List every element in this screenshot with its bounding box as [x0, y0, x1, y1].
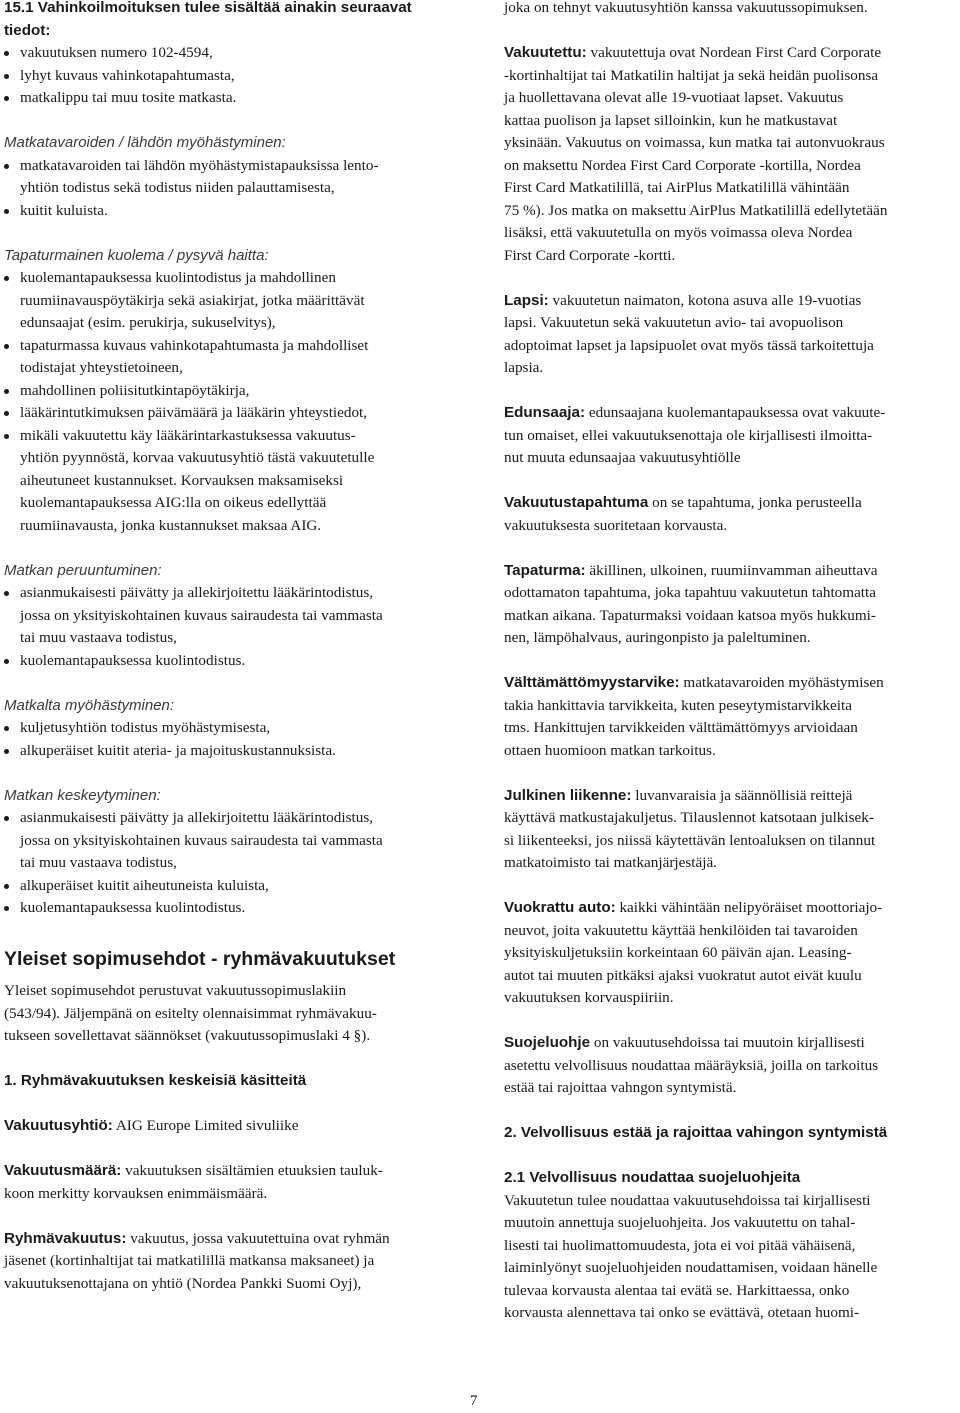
group-insurance-term: Ryhmävakuutus: [4, 1229, 127, 1247]
public-transport-definition [504, 785, 956, 875]
insured-term: Vakuutettu: [504, 44, 587, 61]
continuation-text: joka on tehnyt vakuutusyhtiön kanssa vakuutussopimuksen. [504, 0, 868, 16]
accident-definition [504, 560, 956, 650]
luggage-delay-list [4, 155, 474, 223]
list-item-text: kuljetusyhtiön todistus myöhästymisesta, [20, 719, 271, 736]
insured-definition [504, 42, 956, 267]
list-item [4, 740, 474, 763]
list-item [4, 267, 474, 335]
list-item-text: matkalippu tai muu tosite matkasta. [20, 89, 237, 106]
bullet-icon [4, 51, 9, 56]
insured-event-definition [504, 492, 956, 537]
section-2-heading: 2. Velvollisuus estää ja rajoittaa vahingon syntymistä [504, 1124, 888, 1141]
list-item [4, 582, 474, 650]
missed-departure-heading: Matkalta myöhästyminen: [4, 696, 175, 714]
list-item-text: mikäli vakuutettu käy lääkärintarkastuksessa vakuutus- yhtiön pyynnöstä, korvaa vakuutusyhtiö tästä vakuutetulle aiheutuneet kustannukset. Korvauksen maksamiseksi kuolemantapauksessa AIG:lla on oikeus edellyttää ruumiinavausta, jonka kustannukset maksaa AIG. [20, 426, 375, 534]
section-1-heading: 1. Ryhmävakuutuksen keskeisiä käsitteitä [4, 1072, 307, 1089]
bullet-icon [4, 884, 9, 889]
bullet-icon [4, 726, 9, 731]
insured-event-term: Vakuutustapahtuma [504, 494, 649, 511]
safety-instruction-term: Suojeluohje [504, 1034, 591, 1051]
beneficiary-term: Edunsaaja: [504, 404, 586, 421]
list-item [4, 155, 474, 200]
insurer-text: AIG Europe Limited sivuliike [112, 1117, 299, 1134]
general-terms-heading: Yleiset sopimusehdot - ryhmävakuutukset [4, 948, 396, 970]
list-item [4, 87, 474, 110]
interruption-heading: Matkan keskeytyminen: [4, 786, 161, 804]
insurer-term: Vakuutusyhtiö: [4, 1117, 113, 1134]
list-item-text: alkuperäiset kuitit aiheutuneista kuluista, [20, 876, 269, 894]
bullet-icon [4, 209, 9, 214]
bullet-icon [4, 906, 9, 911]
bullet-icon [4, 276, 9, 281]
bullet-icon [4, 816, 9, 821]
insured-event-text: on se tapahtuma, jonka perusteella vakuutuksesta suoritetaan korvausta. [504, 494, 862, 534]
death-disability-list [4, 267, 474, 537]
interruption-list [4, 807, 474, 920]
group-insurance-definition [4, 1228, 474, 1296]
section-2-1-heading: 2.1 Velvollisuus noudattaa suojeluohjeita [504, 1169, 801, 1186]
group-insurance-text: vakuutus, jossa vakuutettuina ovat ryhmän jäsenet (kortinhaltijat tai matkatilillä matkansa maksaneet) ja vakuutuksenottajana on yhtiö (Nordea Pankki Suomi Oyj), [4, 1229, 390, 1292]
list-item-text: lääkärintutkimuksen päivämäärä ja lääkärin yhteystiedot, [20, 404, 368, 421]
necessities-term: Välttämättömyystarvike: [504, 674, 680, 691]
section-2-1-text: Vakuutetun tulee noudattaa vakuutusehdoissa tai kirjallisesti muutoin annettuja suojeluohjeita. Jos vakuutettu on tahal- lisesti tai huolimattomuudesta, jota ei voi pitää vähäisenä, laiminlyönyt suojeluohjeiden noudattamisen, voidaan hänelle tulevaa korvausta alentaa tai evätä se. Harkittaessa, onko korvausta alennettava tai onko se evättävä, otetaan huomi- [504, 1191, 878, 1321]
list-item [4, 380, 474, 403]
public-transport-term: Julkinen liikenne: [504, 786, 632, 804]
bullet-icon [4, 434, 9, 439]
list-item [4, 335, 474, 380]
bullet-icon [4, 411, 9, 416]
bullet-icon [4, 344, 9, 349]
list-item [4, 425, 474, 538]
bullet-icon [4, 749, 9, 754]
child-text: vakuutetun naimaton, kotona asuva alle 19-vuotias lapsi. Vakuutetun sekä vakuutetun avio- tai avopuolison adoptoimat lapset ja lapsipuolet ovat myös tässä tarkoitettuja lapsia. [504, 291, 874, 376]
child-definition [504, 290, 956, 380]
child-term: Lapsi: [504, 291, 549, 309]
beneficiary-definition [504, 402, 956, 470]
bullet-icon [4, 389, 9, 394]
list-item-text: asianmukaisesti päivätty ja allekirjoitettu lääkärintodistus, jossa on yksityiskohtainen kuvaus sairaudesta tai vammasta tai muu vastaava todistus, [20, 809, 383, 871]
rental-car-text: kaikki vähintään nelipyöräiset moottoriajo- neuvot, joita vakuutettu käyttää henkilöiden tai tavaroiden yksityiskuljetuksiin korkeintaan 60 päivän ajan. Leasing- autot tai muuten pitkäksi ajaksi vuokratut autot eivät kuulu vakuutuksen korvauspiiriin. [504, 899, 883, 1006]
bullet-icon [4, 164, 9, 169]
right-column [504, 0, 956, 1325]
left-column [4, 0, 474, 1295]
list-item [4, 897, 474, 920]
sum-insured-text: vakuutuksen sisältämien etuuksien tauluk- koon merkitty korvauksen enimmäismäärä. [4, 1162, 383, 1202]
luggage-delay-heading: Matkatavaroiden / lähdön myöhästyminen: [4, 134, 286, 151]
page-number: 7 [470, 1393, 478, 1409]
list-item-text: tapaturmassa kuvaus vahinkotapahtumasta ja mahdolliset todistajat yhteystietoineen, [20, 336, 369, 376]
list-item-text: kuitit kuluista. [20, 201, 108, 219]
insured-text: vakuutettuja ovat Nordean First Card Corporate -kortinhaltijat tai Matkatilin haltijat ja sekä heidän puolisonsa ja huollettavana olevat alle 19-vuotiaat lapset. Vakuutus kattaa puolison ja lapset silloinkin, kun he matkustavat yksinään. Vakuutus on voimassa, kun matka tai autonvuokraus on maksettu Nordea First Card Corporate -kortilla, Nordea First Card Matkatilillä, tai AirPlus Matkatilillä vähintään 75 %). Jos matka on maksettu AirPlus Matkatilillä edellytetään lisäksi, että vakuutetulla on myös voimassa oleva Nordea First Card Corporate -kortti. [504, 44, 888, 264]
cancellation-heading: Matkan peruuntuminen: [4, 561, 162, 579]
safety-instruction-text: on vakuutusehdoissa tai muutoin kirjallisesti asetettu velvollisuus noudattaa määräyksiä, joilla on tarkoitus estää tai rajoittaa vahngon syntymistä. [504, 1034, 879, 1096]
list-item [4, 200, 474, 223]
sum-insured-definition [4, 1160, 474, 1205]
list-item-text: vakuutuksen numero 102-4594, [20, 44, 213, 61]
missed-departure-list [4, 717, 474, 762]
rental-car-definition [504, 897, 956, 1010]
list-item [4, 875, 474, 898]
list-item-text: lyhyt kuvaus vahinkotapahtumasta, [20, 66, 235, 84]
list-item-text: mahdollinen poliisitutkintapöytäkirja, [20, 381, 250, 399]
bullet-icon [4, 96, 9, 101]
list-item-text: kuolemantapauksessa kuolintodistus. [20, 651, 246, 669]
death-disability-heading: Tapaturmainen kuolema / pysyvä haitta: [4, 246, 269, 264]
list-item [4, 65, 474, 88]
bullet-icon [4, 659, 9, 664]
sum-insured-term: Vakuutusmäärä: [4, 1162, 122, 1179]
list-item [4, 42, 474, 65]
general-terms-text: Yleiset sopimusehdot perustuvat vakuutussopimuslakiin (543/94). Jäljempänä on esitelty olennaisimmat ryhmävakuu- tukseen sovellettavat säännökset (vakuutussopimuslaki 4 §). [4, 982, 377, 1044]
necessities-text: matkatavaroiden myöhästymisen takia hankittavia tarvikkeita, kuten peseytymistarvikkeita tms. Hankittujen tarvikkeiden välttämättömyys arvioidaan ottaen huomioon matkan tarkoitus. [504, 674, 884, 759]
section-15-heading: 15.1 Vahinkoilmoituksen tulee sisältää ainakin seuraavat tiedot: [4, 0, 412, 39]
list-item-text: alkuperäiset kuitit ateria- ja majoituskustannuksista. [20, 741, 336, 759]
list-item-text: kuolemantapauksessa kuolintodistus ja mahdollinen ruumiinavauspöytäkirja sekä asiakirjat, jotka määrittävät edunsaajat (esim. perukirja, sukuselvitys), [20, 269, 365, 331]
insurer-definition [4, 1115, 474, 1138]
accident-term: Tapaturma: [504, 561, 586, 579]
list-item [4, 807, 474, 875]
list-item [4, 402, 474, 425]
rental-car-term: Vuokrattu auto: [504, 899, 616, 916]
beneficiary-text: edunsaajana kuolemantapauksessa ovat vakuute- tun omaiset, ellei vakuutuksenottaja ole kirjallisesti ilmoitta- nut muuta edunsaajaa vakuutusyhtiölle [504, 404, 886, 466]
list-item-text: kuolemantapauksessa kuolintodistus. [20, 899, 246, 916]
list-item-text: matkatavaroiden tai lähdön myöhästymistapauksissa lento- yhtiön todistus sekä todistus niiden palauttamisesta, [20, 156, 379, 196]
necessities-definition [504, 672, 956, 762]
list-item-text: asianmukaisesti päivätty ja allekirjoitettu lääkärintodistus, jossa on yksityiskohtainen kuvaus sairaudesta tai vammasta tai muu vastaava todistus, [20, 584, 383, 646]
section-15-list [4, 42, 474, 110]
bullet-icon [4, 74, 9, 79]
safety-instruction-definition [504, 1032, 956, 1100]
public-transport-text: luvanvaraisia ja säännöllisiä reittejä käyttävä matkustajakuljetus. Tilauslennot katsotaan julkisek- si liikenteeksi, jos niissä käytettävän lentoaluksen on tilannut matkatoimisto tai matkanjärjestäjä. [504, 786, 876, 871]
accident-text: äkillinen, ulkoinen, ruumiinvamman aiheuttava odottamaton tapahtuma, joka tapahtuu vakuutetun tahtomatta matkan aikana. Tapaturmaksi voidaan katsoa myös hukkumi- nen, lämpöhalvaus, auringonpisto ja paleltuminen. [504, 561, 878, 646]
cancellation-list [4, 582, 474, 672]
list-item [4, 717, 474, 740]
bullet-icon [4, 591, 9, 596]
list-item [4, 650, 474, 673]
